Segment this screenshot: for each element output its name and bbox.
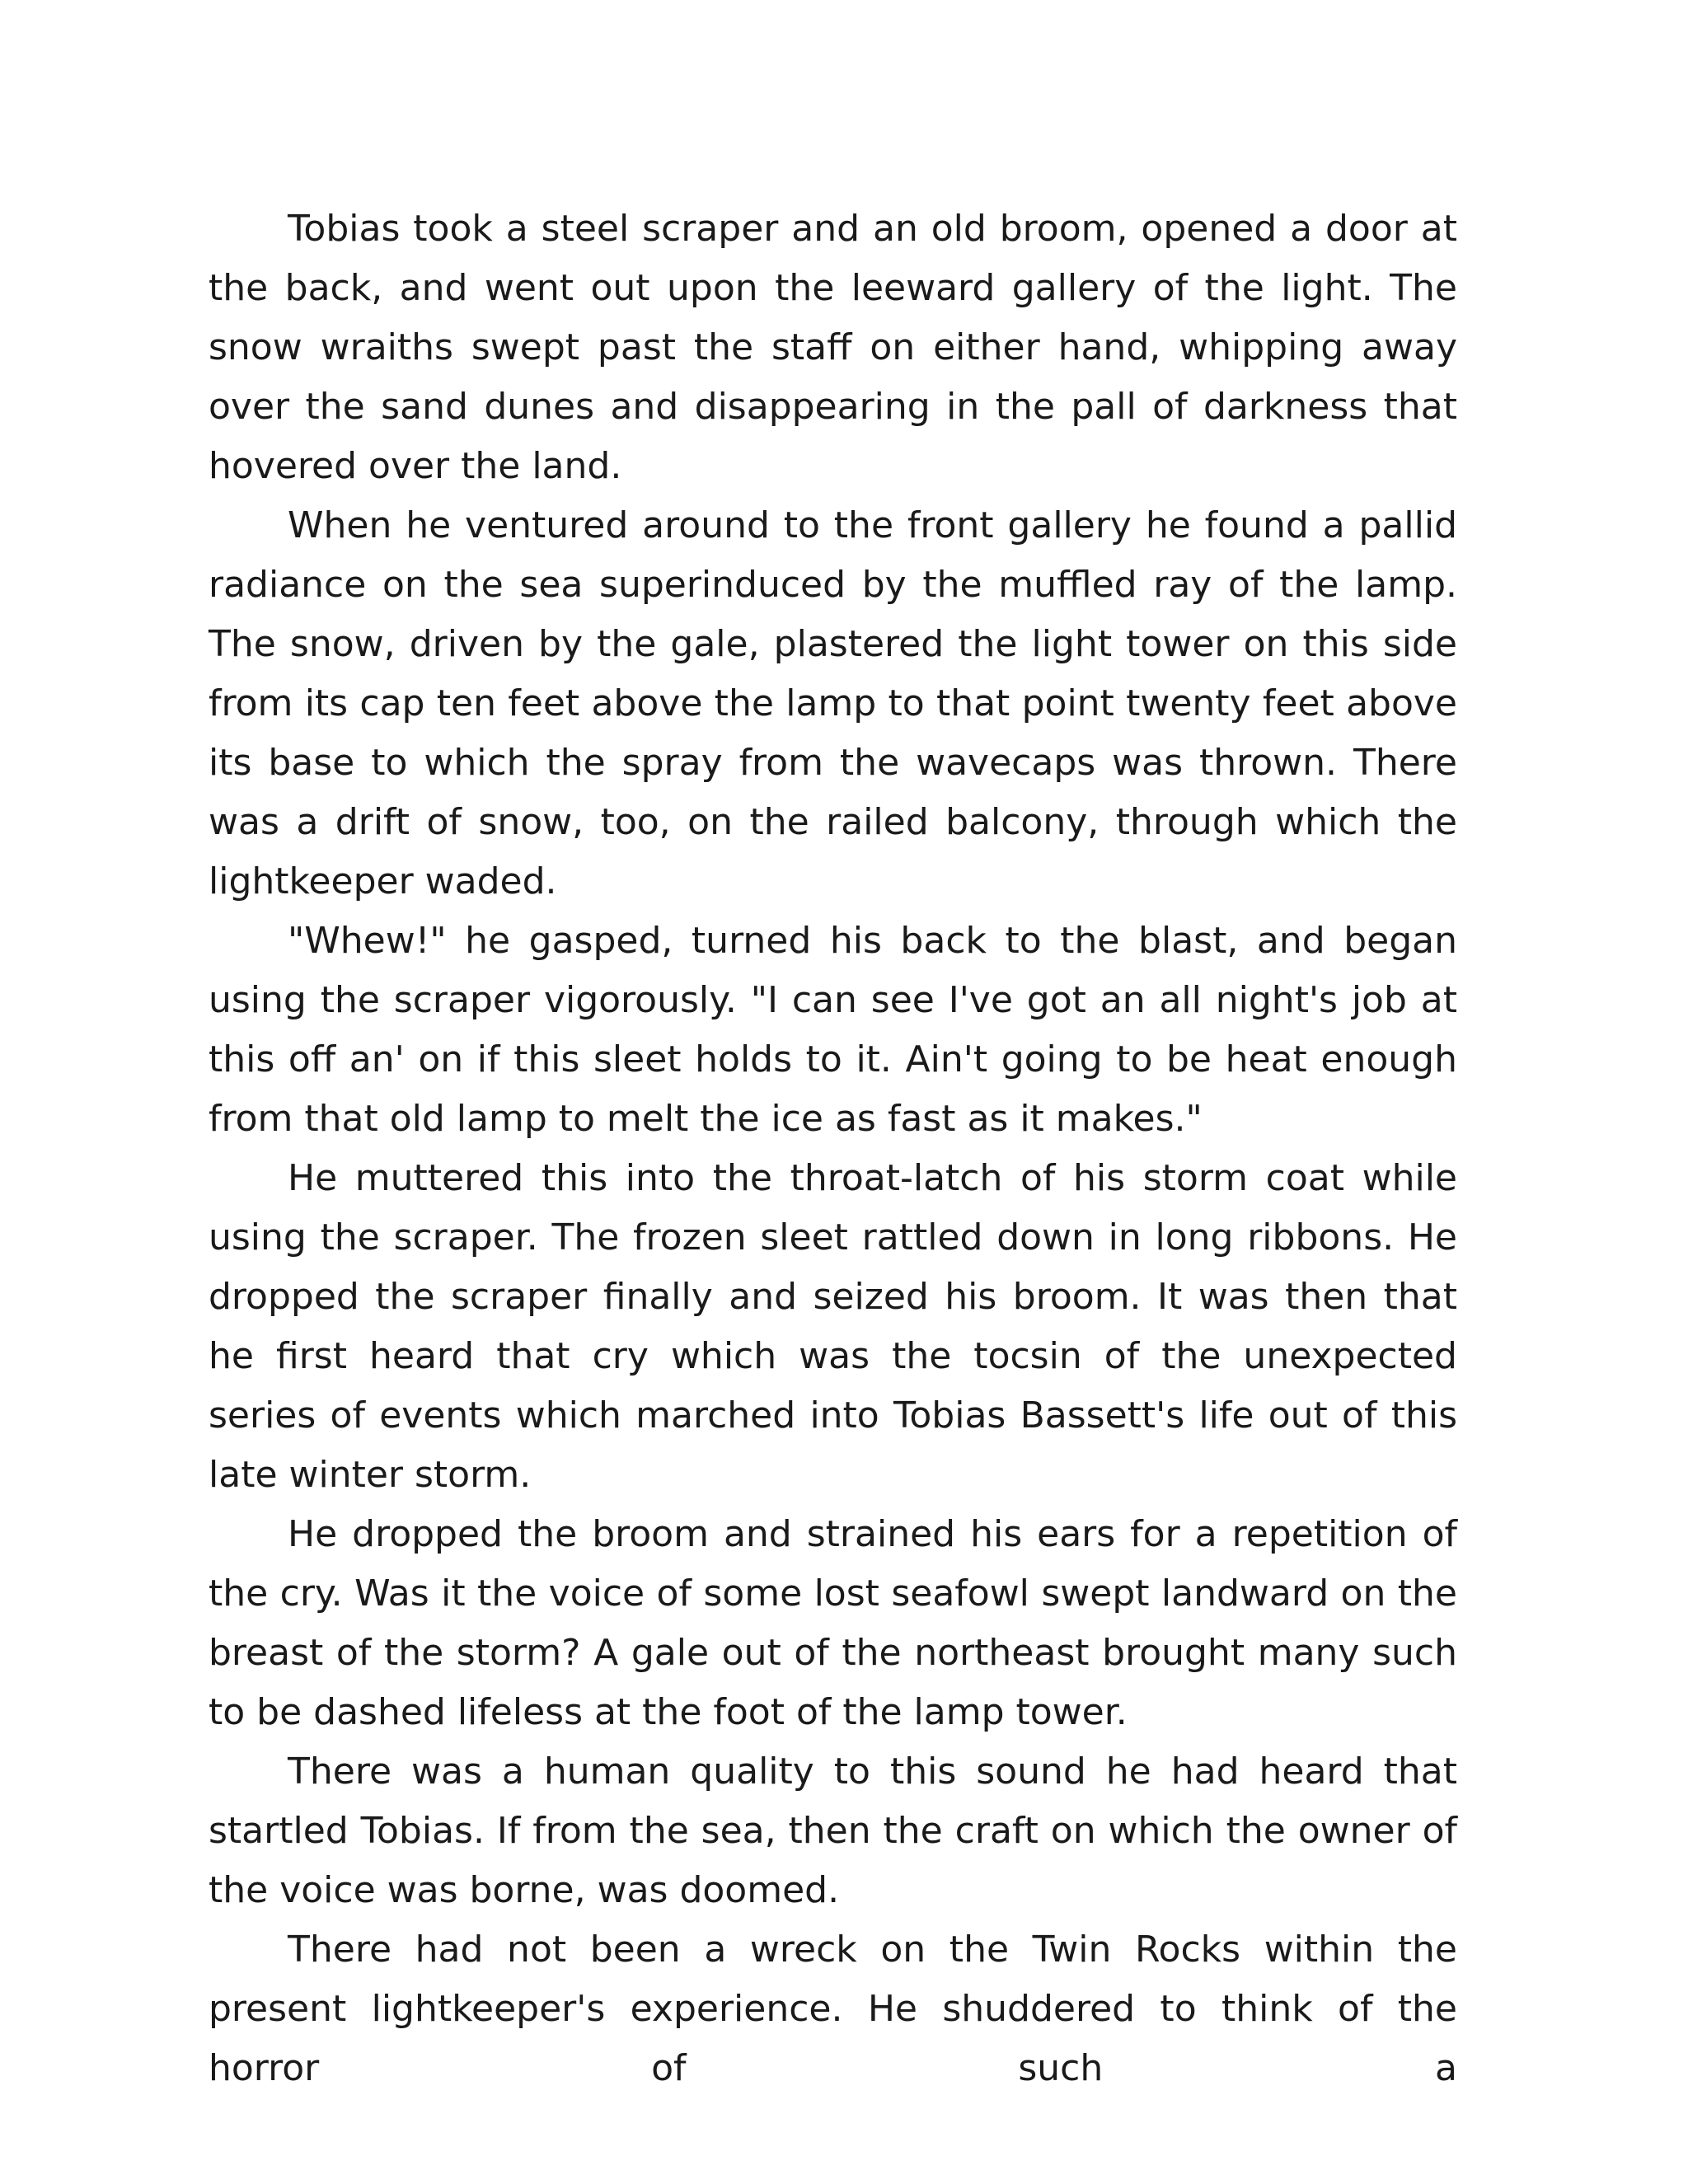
paragraph: He muttered this into the throat-latch of his storm coat while using the scraper. The frozen sleet rattled down in long ribbons. He dropped the scraper finally and seized his broom. It was then that he first heard that cry which was the tocsin of the unexpected series of events which marched into Tobias Bassett's life out of this late winter storm. (209, 1157, 1457, 1496)
paragraph: He dropped the broom and strained his ears for a repetition of the cry. Was it the voice of some lost seafowl swept landward on the breast of the storm? A gale out of the northeast brought many such to be dashed lifeless at the foot of the lamp tower. (209, 1513, 1457, 1733)
paragraph: When he ventured around to the front gallery he found a pallid radiance on the sea superinduced by the muffled ray of the lamp. The snow, driven by the gale, plastered the light tower on this side from its cap ten feet above the lamp to that point twenty feet above its base to which the spray from the wavecaps was thrown. There was a drift of snow, too, on the railed balcony, through which the lightkeeper waded. (209, 504, 1457, 902)
paragraph: Tobias took a steel scraper and an old broom, opened a door at the back, and went out upon the leeward gallery of the light. The snow wraiths swept past the staff on either hand, whipping away over the sand dunes and disappearing in the pall of darkness that hovered over the land. (209, 208, 1457, 487)
body-text (209, 199, 1457, 2098)
paragraph: There was a human quality to this sound he had heard that startled Tobias. If from the sea, then the craft on which the owner of the voice was borne, was doomed. (209, 1750, 1457, 1911)
paragraph: There had not been a wreck on the Twin Rocks within the present lightkeeper's experience. He shuddered to think of the horror of such a (209, 1929, 1457, 2089)
paragraph: "Whew!" he gasped, turned his back to the blast, and began using the scraper vigorously. "I can see I've got an all night's job at this off an' on if this sleet holds to it. Ain't going to be heat enough from that old lamp to melt the ice as fast as it makes." (209, 920, 1457, 1140)
